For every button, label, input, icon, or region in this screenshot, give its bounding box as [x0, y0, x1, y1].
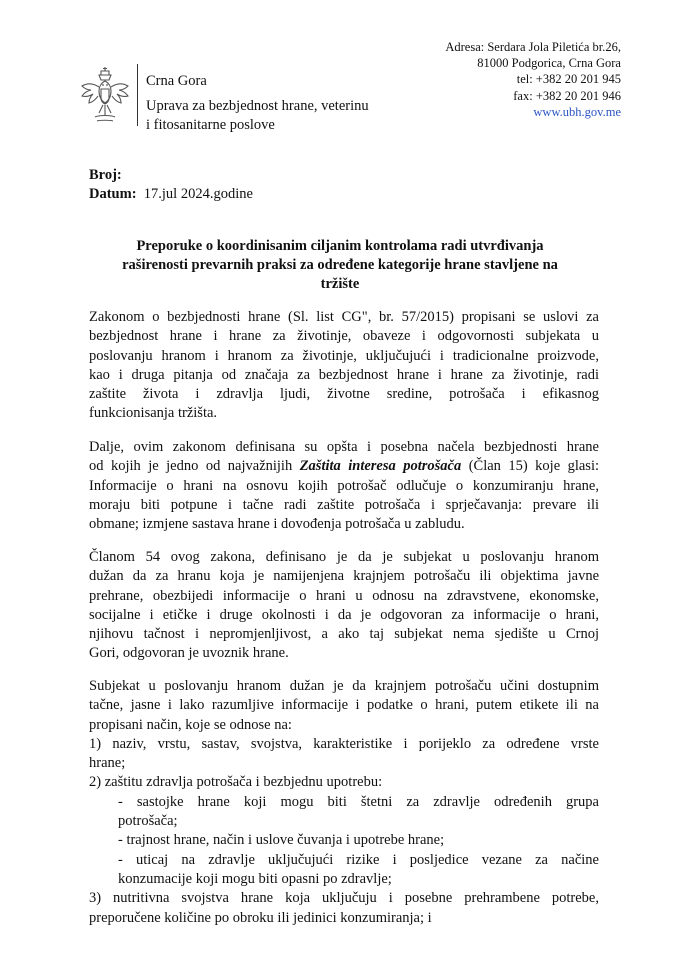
website-link[interactable]: www.ubh.gov.me — [533, 104, 621, 119]
address-block — [445, 39, 621, 120]
p1-line4: kao i druga pitanja od značaja za bezbjednost hrane i hrane za životinje, radi — [89, 366, 599, 383]
fax: fax: +382 20 201 946 — [513, 88, 621, 103]
p2-line2-post: (Član 15) koje glasi: — [461, 458, 599, 475]
p4-line1: Subjekat u poslovanju hranom dužan je da krajnjem potrošaču učini dostupnim — [89, 678, 599, 694]
p2-line2 — [89, 457, 599, 476]
institution-block — [146, 72, 369, 135]
p1-line1: Zakonom o bezbjednosti hrane (Sl. list CG", br. 57/2015) propisani se uslovi za — [89, 309, 599, 325]
header-divider — [137, 64, 138, 126]
p2-line3: Informacije o hrani na osnovu kojih potrošač odlučuje o konzumiranju hrane, — [89, 477, 599, 494]
coat-of-arms-icon — [79, 65, 131, 125]
paragraph-1 — [89, 308, 599, 424]
p4-line3: propisani način, koje se odnose na: — [89, 716, 292, 733]
paragraph-4 — [89, 677, 599, 928]
p4-line2: tačne, jasne i lako razumljive informacije i podatke o hrani, putem etikete ili na — [89, 697, 599, 714]
p2-line2-pre: od kojih je jedno od najvažnijih — [89, 458, 300, 475]
p3-line4: socijalne i etičke i druge okolnosti i da je odgovoran za informacije o hrani, — [89, 606, 599, 623]
p1-line6: funkcionisanja tržišta. — [89, 405, 218, 422]
title-line2: raširenosti prevarnih praksi za određene kategorije hrane stavljene na — [122, 257, 558, 273]
datum-label: Datum: — [89, 186, 137, 202]
p1-line3: poslovanju hranom i hranom za životinje, uključujući i tradicionalne proizvode, — [89, 347, 599, 364]
p2-line4: moraju biti potpune i tačne radi zaštite potrošača i sprječavanja: prevare ili — [89, 496, 599, 513]
p2-line1: Dalje, ovim zakonom definisana su opšta i posebna načela bezbjednosti hrane — [89, 439, 599, 455]
title-line1: Preporuke o koordinisanim ciljanim kontrolama radi utvrđivanja — [136, 238, 544, 254]
sub-item-2: - trajnost hrane, način i uslove čuvanja i upotrebe hrane; — [118, 832, 445, 849]
address-line1: Adresa: Serdara Jola Piletića br.26, — [445, 40, 621, 54]
institution-name-line2: i fitosanitarne poslove — [146, 117, 275, 133]
list-item-1b: hrane; — [89, 755, 126, 772]
consumer-protection-emphasis: Zaštita interesa potrošača — [299, 458, 462, 475]
list-item-1a: 1) naziv, vrstu, sastav, svojstva, karakteristike i porijeklo za određene vrste — [89, 735, 599, 752]
document-meta — [89, 166, 253, 204]
sub-item-1b: potrošača; — [118, 813, 178, 830]
list-item-2: 2) zaštitu zdravlja potrošača i bezbjednu upotrebu: — [89, 774, 383, 791]
p3-line5: njihovu tačnost i nepromjenljivost, a ako taj subjekat nema sjedište u Crnoj — [89, 626, 599, 643]
p1-line2: bezbjednost hrane i hrane za životinje, obaveze i odgovornosti subjekata u — [89, 328, 599, 345]
sub-item-3a: - uticaj na zdravlje uključujući rizike i posljedice vezane za načine — [118, 851, 599, 868]
address-line2: 81000 Podgorica, Crna Gora — [477, 56, 621, 71]
p3-line1: Članom 54 ovog zakona, definisano je da je subjekat u poslovanju hranom — [89, 549, 599, 565]
institution-name-line1: Uprava za bezbjednost hrane, veterinu — [146, 98, 369, 114]
sub-item-3b: konzumacije koji mogu biti opasni po zdravlje; — [118, 870, 392, 887]
paragraph-3 — [89, 548, 599, 664]
p2-line5: obmane; izmjene sastava hrane i dovođenja potrošača u zabludu. — [89, 516, 465, 533]
paragraph-2 — [89, 438, 599, 534]
datum-value: 17.jul 2024.godine — [143, 186, 253, 202]
telephone: tel: +382 20 201 945 — [516, 72, 621, 87]
p3-line3: prehrane, obezbijedi informacije o hrani u odnosu na zdravstvene, ekonomske, — [89, 587, 599, 604]
title-line3: tržište — [320, 276, 360, 292]
sub-item-1a: - sastojke hrane koji mogu biti štetni za zdravlje određenih grupa — [118, 793, 599, 810]
document-title — [100, 237, 580, 294]
country-name: Crna Gora — [146, 73, 207, 89]
list-item-3a: 3) nutritivna svojstva hrane koja uključuju i posebne prehrambene potrebe, — [89, 890, 599, 907]
list-item-3b: preporučene količine po obroku ili jedinici konzumiranja; i — [89, 909, 432, 926]
broj-label: Broj: — [89, 167, 122, 183]
p3-line2: dužan da za hranu koja je namijenjena krajnjem potrošaču ili objektima javne — [89, 568, 599, 585]
p3-line6: Gori, odgovoran je uvoznik hrane. — [89, 645, 289, 662]
p1-line5: zaštite života i zdravlja ljudi, životne sredine, potrošača i efikasnog — [89, 386, 599, 403]
